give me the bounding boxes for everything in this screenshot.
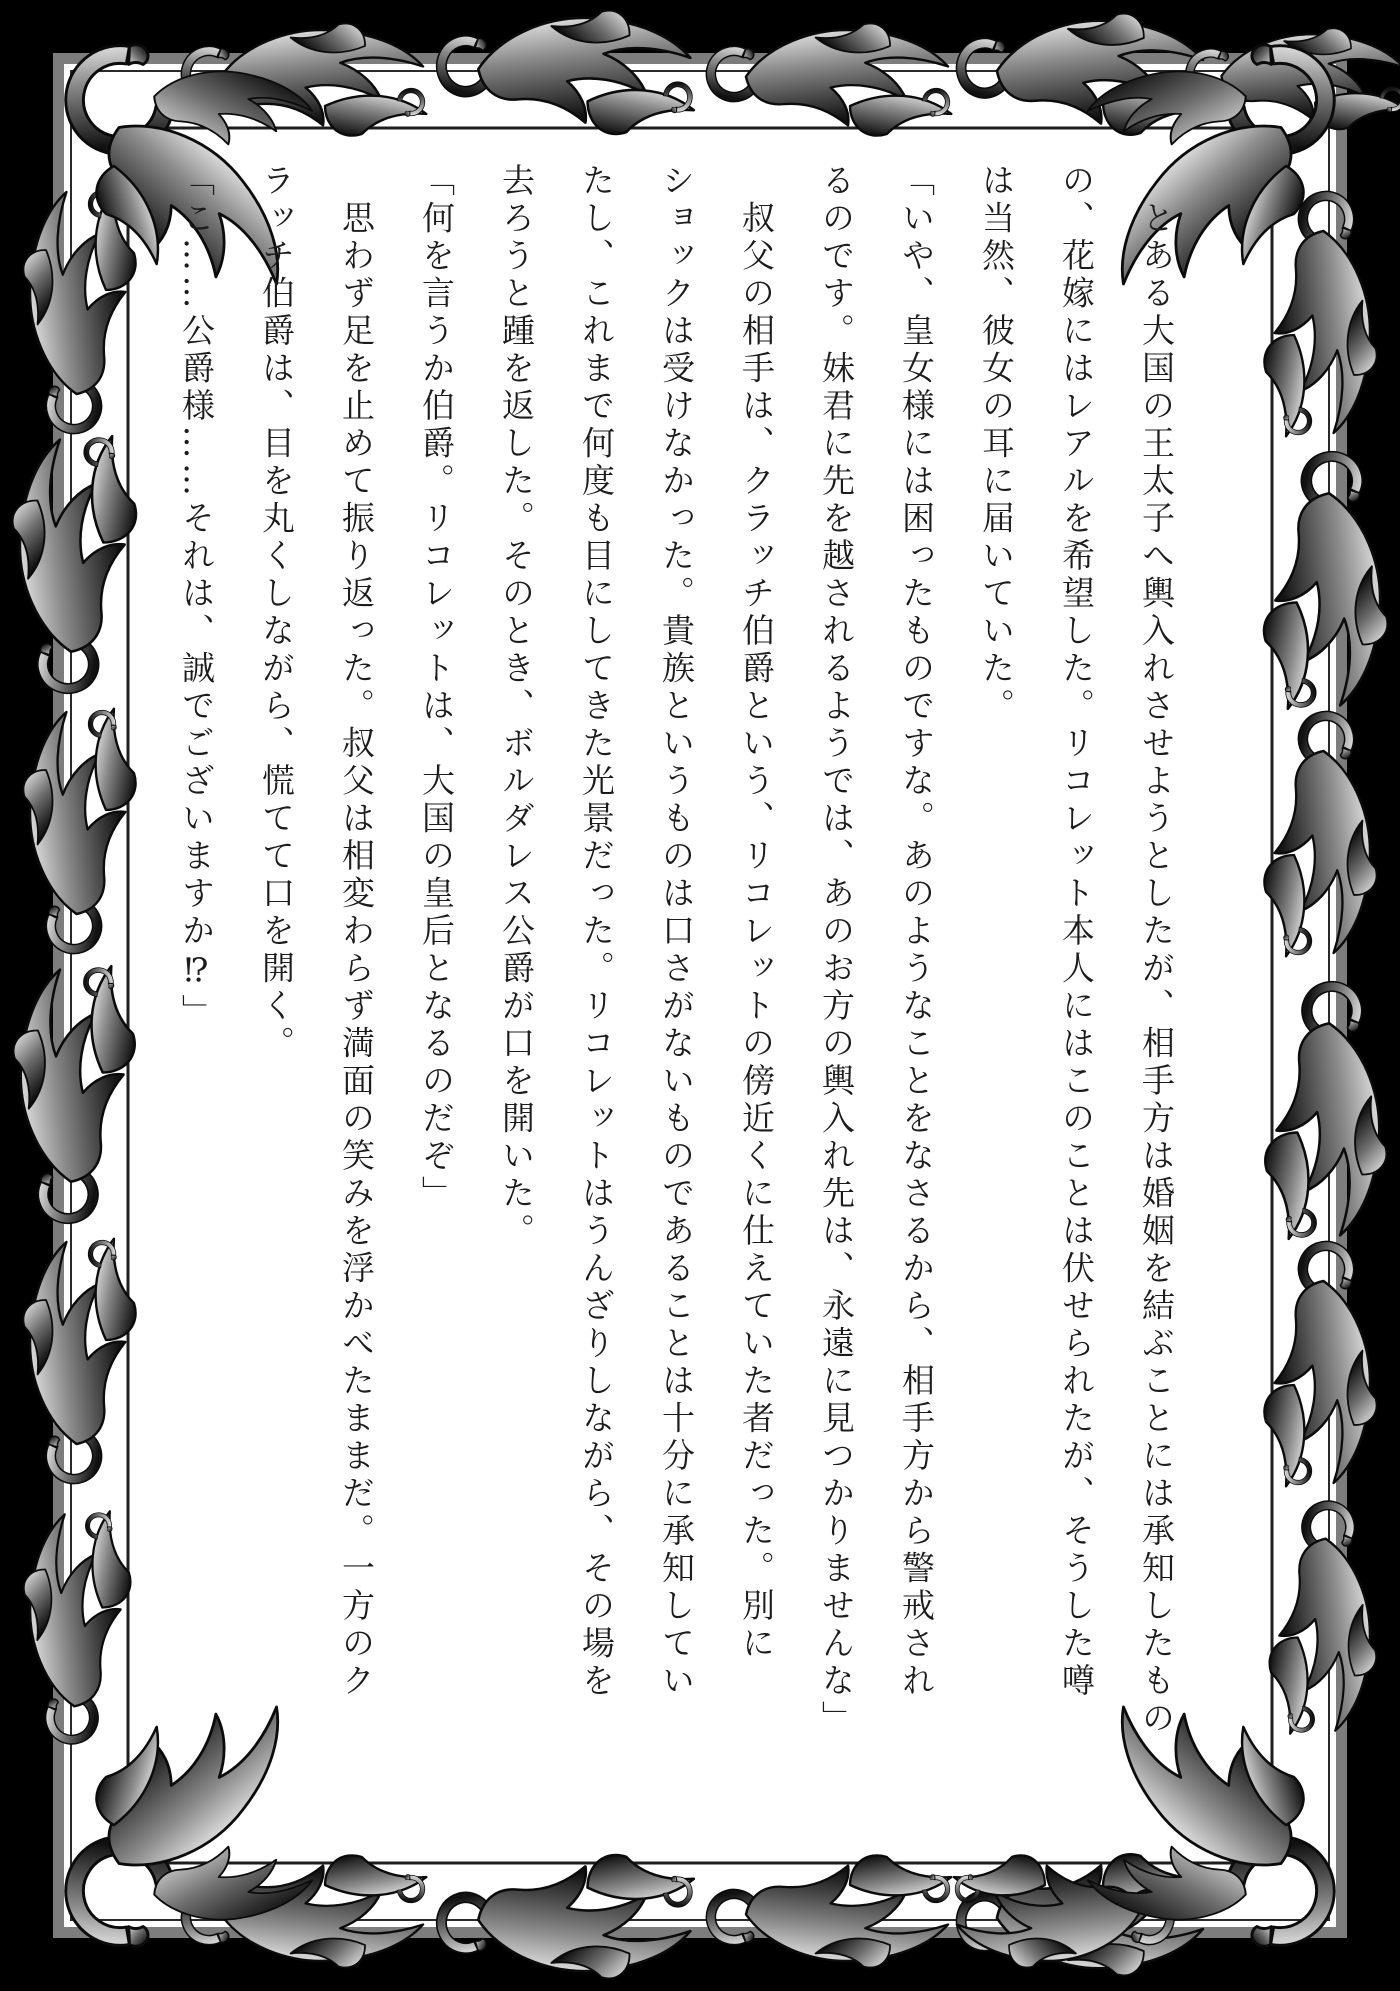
text-column-9: 去ろうと踵を返した。そのとき、ボルダレス公爵が口を開いた。: [497, 163, 536, 1251]
text-column-10: 「何を言うか伯爵。リコレットは、大国の皇后となるのだぞ」: [417, 163, 456, 1213]
text-column-5: るのです。妹君に先を越されるようでは、あのお方の輿入れ先は、永遠に見つかりませんな」: [817, 163, 856, 1738]
text-column-3: は当然、彼女の耳に届いていた。: [977, 163, 1016, 726]
text-column-1: とある大国の王太子へ輿入れさせようとしたが、相手方は婚姻を結ぶことには承知したもの: [1137, 163, 1176, 1738]
text-column-2: の、花嫁にはレアルを希望した。リコレット本人にはこのことは伏せられたが、そうした噂: [1057, 163, 1096, 1701]
text-column-11: 思わず足を止めて振り返った。叔父は相変わらず満面の笑みを浮かべたままだ。一方のク: [337, 163, 376, 1701]
text-column-12: ラッチ伯爵は、目を丸くしながら、慌てて口を開く。: [257, 163, 296, 1063]
text-column-7: ショックは受けなかった。貴族というものは口さがないものであることは十分に承知してい: [657, 163, 696, 1701]
text-column-6: 叔父の相手は、クラッチ伯爵という、リコレットの傍近くに仕えていた者だった。別に: [737, 163, 776, 1663]
text-column-13: 「こ……公爵様……それは、誠でございますか⁉」: [177, 163, 216, 1032]
text-column-4: 「いや、皇女様には困ったものですな。あのようなことをなさるから、相手方から警戒され: [897, 163, 936, 1701]
text-column-8: たし、これまで何度も目にしてきた光景だった。リコレットはうんざりしながら、その場を: [577, 163, 616, 1701]
page-text: [152, 163, 1196, 1823]
